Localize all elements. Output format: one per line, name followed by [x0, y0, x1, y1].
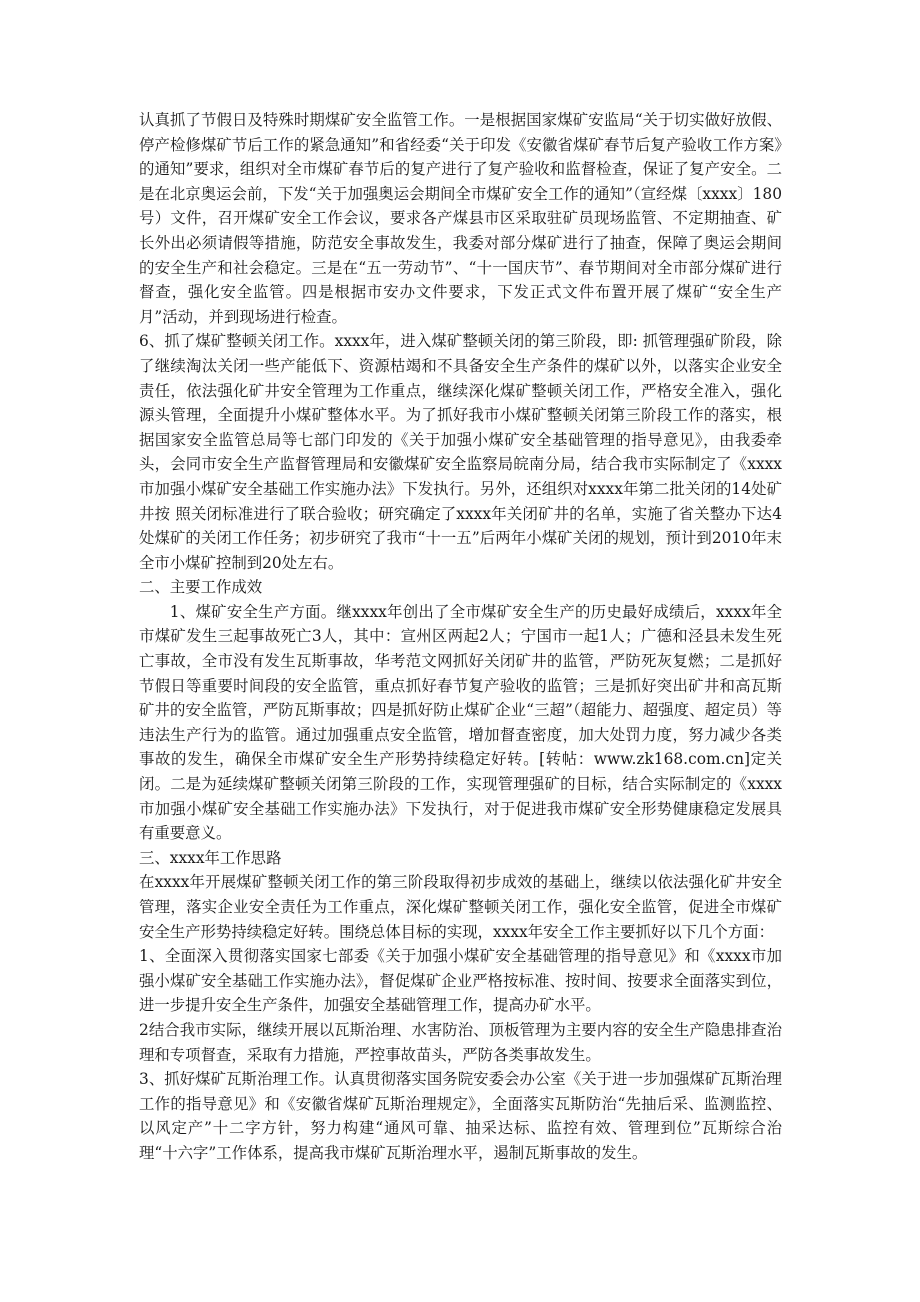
paragraph-holiday-supervision: 认真抓了节假日及特殊时期煤矿安全监管工作。一是根据国家煤矿安监局“关于切实做好放假、停产检修煤矿节后工作的紧急通知”和省经委“关于印发《安徽省煤矿春节后复产验收工作方案》的通知”要求，组织对全市煤矿春节后的复产进行了复产验收和监督检查，保证了复产安全。二是在北京奥运会前，下发“关于加强奥运会期间全市煤矿安全工作的通知”（宣经煤〔xxxx〕180号）文件，召开煤矿安全工作会议，要求各产煤县市区采取驻矿员现场监管、不定期抽查、矿长外出必须请假等措施，防范安全事故发生，我委对部分煤矿进行了抽查，保障了奥运会期间的安全生产和社会稳定。三是在“五一劳动节”、“十一国庆节”、春节期间对全市部分煤矿进行督查，强化安全监管。四是根据市安办文件要求，下发正式文件布置开展了煤矿“安全生产月”活动，并到现场进行检查。: [139, 111, 782, 326]
list-item-2: 2结合我市实际，继续开展以瓦斯治理、水害防治、顶板管理为主要内容的安全生产隐患排查治理和专项督查，采取有力措施，严控事故苗头，严防各类事故发生。: [139, 1020, 782, 1064]
paragraph-mine-rectification: 6、抓了煤矿整顿关闭工作。xxxx年，进入煤矿整顿关闭的第三阶段，即: 抓管理强矿阶段，除了继续淘汰关闭一些产能低下、资源枯竭和不具备安全生产条件的煤矿以外，以落实企业安全责任，依法强化矿井安全管理为工作重点，继续深化煤矿整顿关闭工作，严格安全准入，强化源头管理，全面提升小煤矿整体水平。为了抓好我市小煤矿整顿关闭第三阶段工作的落实，根据国家安全监管总局等七部门印发的《关于加强小煤矿安全基础管理的指导意见》，由我委牵头，会同市安全生产监督管理局和安徽煤矿安全监察局皖南分局，结合我市实际制定了《xxxx市加强小煤矿安全基础工作实施办法》下发执行。另外，还组织对xxxx年第二批关闭的14处矿井按 照关闭标准进行了联合验收；研究确定了xxxx年关闭矿井的名单，实施了省关整办下达4处煤矿的关闭工作任务；初步研究了我市“十一五”后两年小煤矿关闭的规划，预计到2010年末全市小煤矿控制到20处左右。: [139, 332, 782, 572]
section-heading-work-plan: 三、xxxx年工作思路: [139, 848, 282, 867]
paragraph-safety-production: 1、煤矿安全生产方面。继xxxx年创出了全市煤矿安全生产的历史最好成绩后，xxxx年全市煤矿发生三起事故死亡3人，其中：宣州区两起2人；宁国市一起1人；广德和泾县未发生死亡事故，全市没有发生瓦斯事故，华考范文网抓好关闭矿井的监管，严防死灰复燃；二是抓好节假日等重要时间段的安全监管，重点抓好春节复产验收的监管；三是抓好突出矿井和高瓦斯矿井的安全监管，严防瓦斯事故；四是抓好防止煤矿企业“三超”（超能力、超强度、超定员）等违法生产行为的监管。通过加强重点安全监管，增加督查密度，加大处罚力度，努力减少各类事故的发生，确保全市煤矿安全生产形势持续稳定好转。[转帖：www.zk168.com.cn]定关闭。二是为延续煤矿整顿关闭第三阶段的工作，实现管理强矿的目标，结合实际制定的《xxxx市加强小煤矿安全基础工作实施办法》下发执行，对于促进我市煤矿安全形势健康稳定发展具有重要意义。: [139, 602, 782, 843]
list-item-1: 1、全面深入贯彻落实国家七部委《关于加强小煤矿安全基础管理的指导意见》和《xxxx市加强小煤矿安全基础工作实施办法》，督促煤矿企业严格按标准、按时间、按要求全面落实到位，进一步提升安全生产条件，加强安全基础管理工作，提高办矿水平。: [139, 947, 782, 1015]
document-body: [139, 108, 782, 1166]
paragraph-work-plan-intro: 在xxxx年开展煤矿整顿关闭工作的第三阶段取得初步成效的基础上，继续以依法强化矿井安全管理，落实企业安全责任为工作重点，深化煤矿整顿关闭工作，强化安全监管，促进全市煤矿安全生产形势持续稳定好转。围绕总体目标的实现，xxxx年安全工作主要抓好以下几个方面：: [139, 873, 782, 941]
section-heading-results: 二、主要工作成效: [139, 578, 263, 597]
list-item-3: 3、抓好煤矿瓦斯治理工作。认真贯彻落实国务院安委会办公室《关于进一步加强煤矿瓦斯治理工作的指导意见》和《安徽省煤矿瓦斯治理规定》，全面落实瓦斯防治“先抽后采、监测监控、以风定产”十二字方针，努力构建“通风可靠、抽采达标、监控有效、管理到位”瓦斯综合治理“十六字”工作体系，提高我市煤矿瓦斯治理水平，遏制瓦斯事故的发生。: [139, 1070, 782, 1162]
